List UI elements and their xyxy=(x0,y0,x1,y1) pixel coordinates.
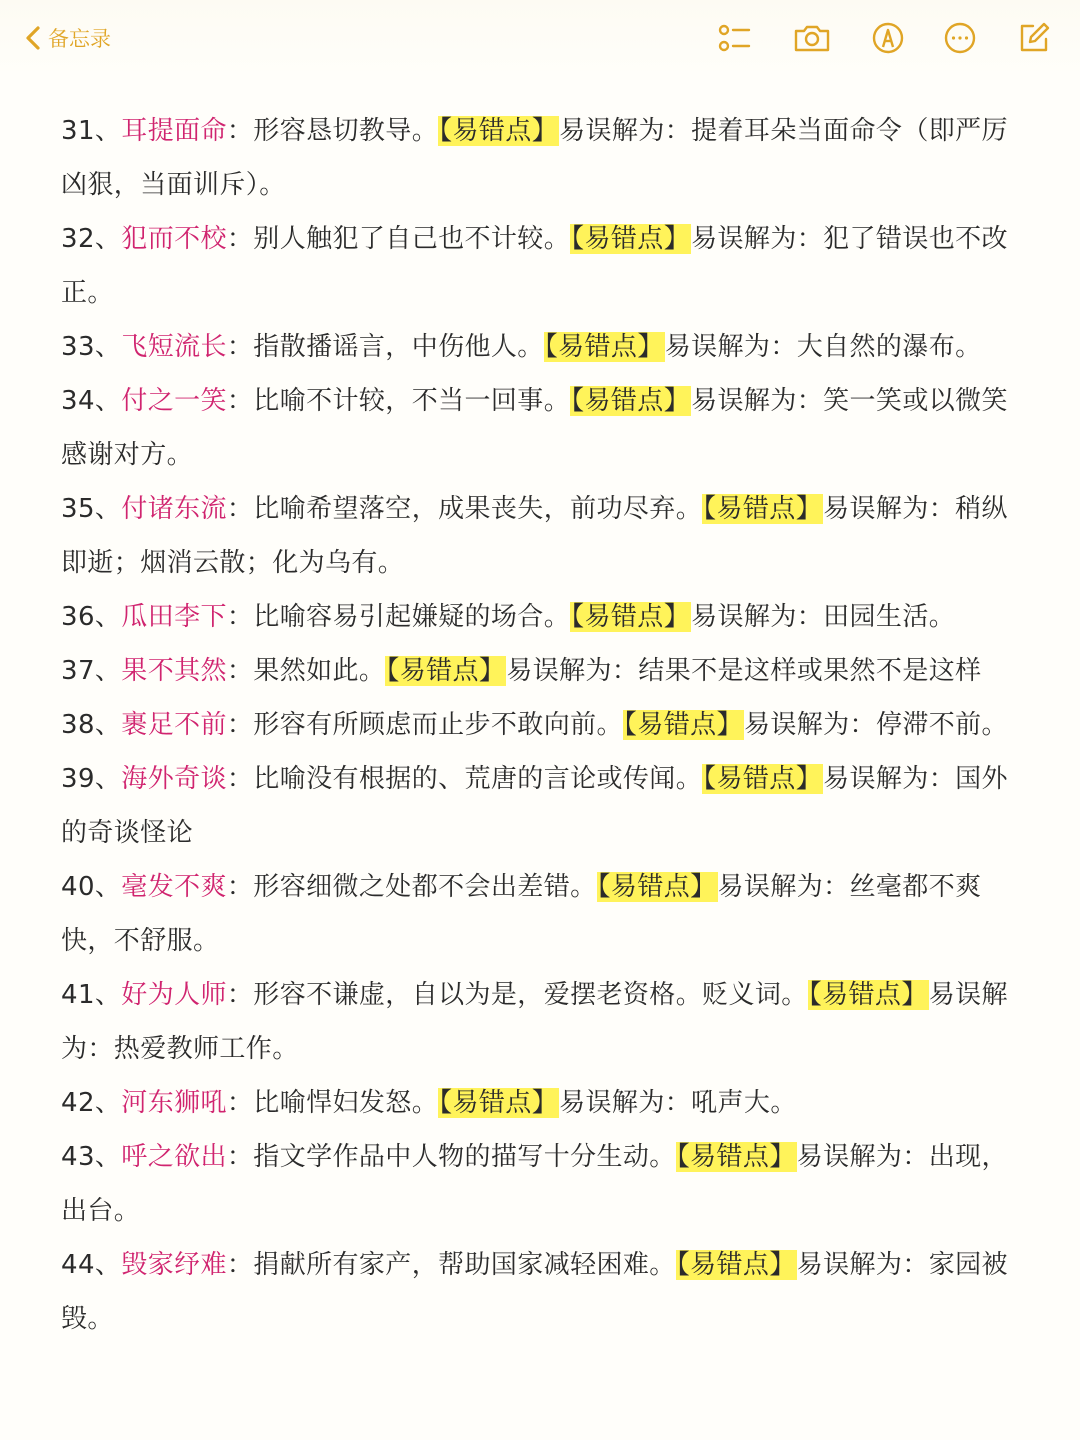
entry-number: 33、 xyxy=(61,332,122,362)
error-tag: 【易错点】 xyxy=(571,602,691,632)
checklist-icon[interactable] xyxy=(714,18,754,58)
idiom-entry xyxy=(61,320,1021,374)
idiom-entry xyxy=(61,1076,1021,1130)
idiom-term: 毁家纾难 xyxy=(121,1250,227,1280)
error-explanation: 易误解为：结果不是这样或果然不是这样 xyxy=(506,656,982,686)
compose-icon[interactable] xyxy=(1014,18,1054,58)
error-explanation: 易误解为：出现，出台。 xyxy=(61,1142,1008,1226)
error-tag: 【易错点】 xyxy=(808,980,928,1010)
idiom-term: 呼之欲出 xyxy=(121,1142,227,1172)
idiom-meaning: ：比喻不计较，不当一回事。 xyxy=(226,386,571,416)
back-label: 备忘录 xyxy=(48,27,111,51)
idiom-meaning: ：形容有所顾虑而止步不敢向前。 xyxy=(226,710,623,740)
error-explanation: 易误解为：热爱教师工作。 xyxy=(61,980,1008,1064)
error-explanation: 易误解为：犯了错误也不改正。 xyxy=(61,224,1008,308)
error-explanation: 易误解为：大自然的瀑布。 xyxy=(664,332,982,362)
error-explanation: 易误解为：田园生活。 xyxy=(691,602,956,632)
idiom-term: 海外奇谈 xyxy=(121,764,227,794)
idiom-entry xyxy=(61,482,1021,590)
idiom-term: 犯而不校 xyxy=(121,224,227,254)
back-button[interactable] xyxy=(24,18,111,58)
error-tag: 【易错点】 xyxy=(597,872,717,902)
idiom-meaning: ：别人触犯了自己也不计较。 xyxy=(226,224,571,254)
error-tag: 【易错点】 xyxy=(571,386,691,416)
entry-number: 31、 xyxy=(61,116,122,146)
entry-number: 40、 xyxy=(61,872,122,902)
error-tag: 【易错点】 xyxy=(676,1250,796,1280)
idiom-meaning: ：比喻没有根据的、荒唐的言论或传闻。 xyxy=(226,764,703,794)
idiom-entry xyxy=(61,698,1021,752)
idiom-entry xyxy=(61,1238,1021,1346)
idiom-term: 毫发不爽 xyxy=(121,872,227,902)
error-explanation: 易误解为：停滞不前。 xyxy=(743,710,1008,740)
idiom-entry xyxy=(61,860,1021,968)
entry-number: 37、 xyxy=(61,656,122,686)
chevron-left-icon xyxy=(24,25,42,51)
idiom-meaning: ：指散播谣言，中伤他人。 xyxy=(226,332,544,362)
idiom-meaning: ：捐献所有家产，帮助国家减轻困难。 xyxy=(226,1250,676,1280)
error-explanation: 易误解为：提着耳朵当面命令（即严厉凶狠，当面训斥）。 xyxy=(61,116,1008,200)
entry-number: 38、 xyxy=(61,710,122,740)
idiom-entry xyxy=(61,104,1021,212)
entry-number: 39、 xyxy=(61,764,122,794)
idiom-entry xyxy=(61,212,1021,320)
idiom-term: 瓜田李下 xyxy=(121,602,227,632)
error-tag: 【易错点】 xyxy=(623,710,743,740)
entry-number: 41、 xyxy=(61,980,122,1010)
error-explanation: 易误解为：丝毫都不爽快，不舒服。 xyxy=(61,872,982,956)
error-explanation: 易误解为：稍纵即逝；烟消云散；化为乌有。 xyxy=(61,494,1008,578)
error-tag: 【易错点】 xyxy=(439,1088,559,1118)
entry-number: 44、 xyxy=(61,1250,122,1280)
idiom-entry xyxy=(61,752,1021,860)
idiom-entry xyxy=(61,1130,1021,1238)
error-tag: 【易错点】 xyxy=(439,116,559,146)
more-icon[interactable] xyxy=(940,18,980,58)
idiom-term: 裹足不前 xyxy=(121,710,227,740)
idiom-term: 河东狮吼 xyxy=(121,1088,227,1118)
error-explanation: 易误解为：笑一笑或以微笑感谢对方。 xyxy=(61,386,1008,470)
idiom-meaning: ：形容细微之处都不会出差错。 xyxy=(226,872,597,902)
error-tag: 【易错点】 xyxy=(703,764,823,794)
idiom-entry xyxy=(61,968,1021,1076)
entry-number: 42、 xyxy=(61,1088,122,1118)
entry-number: 35、 xyxy=(61,494,122,524)
idiom-term: 好为人师 xyxy=(121,980,227,1010)
entry-number: 34、 xyxy=(61,386,122,416)
note-body[interactable] xyxy=(61,104,1021,1346)
error-explanation: 易误解为：吼声大。 xyxy=(559,1088,797,1118)
navigation-bar xyxy=(0,0,1080,78)
idiom-term: 付之一笑 xyxy=(121,386,227,416)
idiom-entry xyxy=(61,590,1021,644)
entry-number: 36、 xyxy=(61,602,122,632)
idiom-term: 付诸东流 xyxy=(121,494,227,524)
error-tag: 【易错点】 xyxy=(386,656,506,686)
entry-number: 32、 xyxy=(61,224,122,254)
idiom-term: 飞短流长 xyxy=(121,332,227,362)
markup-icon[interactable] xyxy=(868,18,908,58)
error-tag: 【易错点】 xyxy=(544,332,664,362)
error-tag: 【易错点】 xyxy=(571,224,691,254)
error-tag: 【易错点】 xyxy=(676,1142,796,1172)
idiom-meaning: ：比喻希望落空，成果丧失，前功尽弃。 xyxy=(226,494,703,524)
idiom-meaning: ：形容不谦虚，自以为是，爱摆老资格。贬义词。 xyxy=(226,980,808,1010)
idiom-term: 耳提面命 xyxy=(121,116,227,146)
idiom-entry xyxy=(61,374,1021,482)
idiom-meaning: ：形容恳切教导。 xyxy=(226,116,439,146)
idiom-meaning: ：比喻容易引起嫌疑的场合。 xyxy=(226,602,571,632)
idiom-entry xyxy=(61,644,1021,698)
idiom-meaning: ：果然如此。 xyxy=(226,656,386,686)
idiom-term: 果不其然 xyxy=(121,656,227,686)
error-explanation: 易误解为：家园被毁。 xyxy=(61,1250,1008,1334)
idiom-meaning: ：比喻悍妇发怒。 xyxy=(226,1088,439,1118)
error-explanation: 易误解为：国外的奇谈怪论 xyxy=(61,764,1008,848)
idiom-meaning: ：指文学作品中人物的描写十分生动。 xyxy=(226,1142,676,1172)
error-tag: 【易错点】 xyxy=(703,494,823,524)
camera-icon[interactable] xyxy=(792,18,832,58)
entry-number: 43、 xyxy=(61,1142,122,1172)
